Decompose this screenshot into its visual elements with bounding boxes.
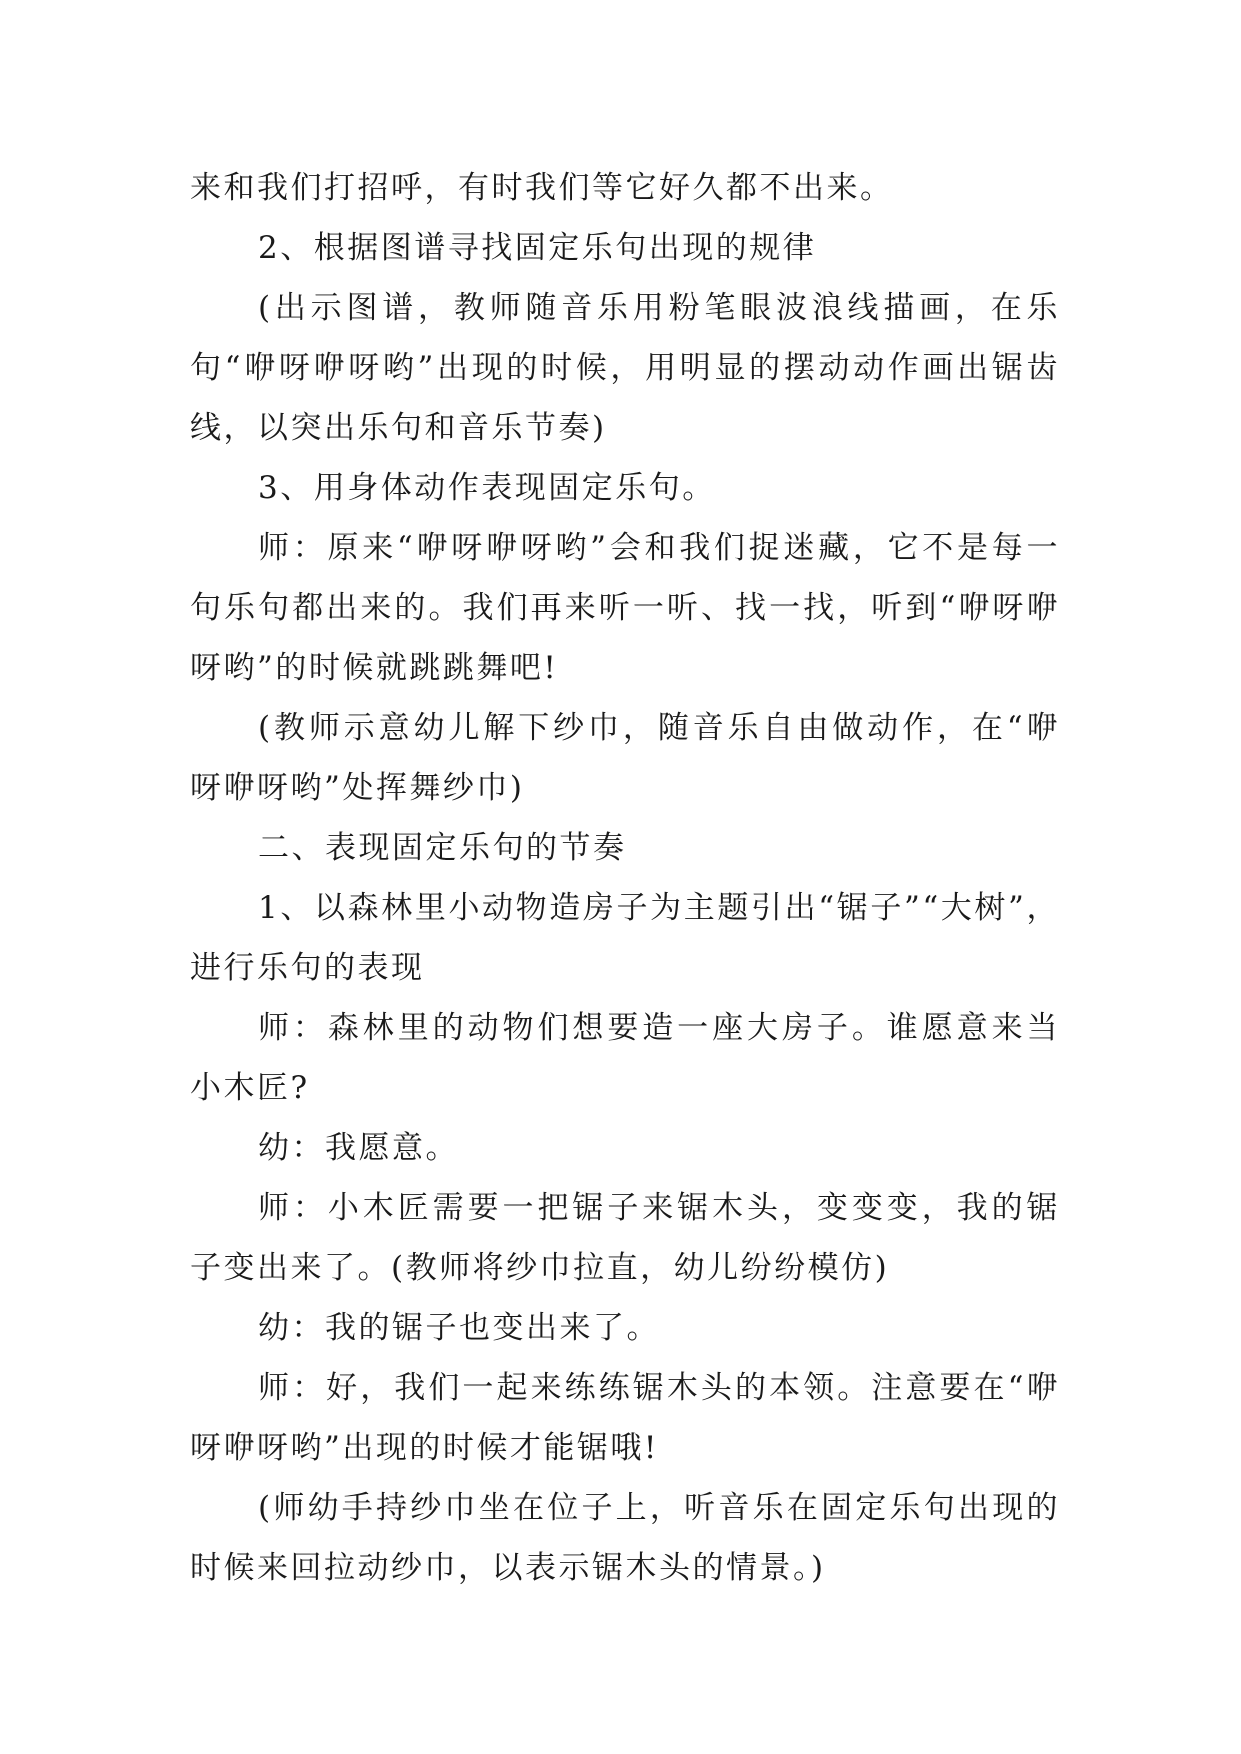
paragraph-continuation: 来和我们打招呼，有时我们等它好久都不出来。 (190, 170, 894, 206)
paragraph-step-2-heading: 2、根据图谱寻找固定乐句出现的规律 (258, 230, 817, 266)
paragraph-step-3-heading: 3、用身体动作表现固定乐句。 (258, 470, 716, 506)
paragraph-section-2-heading: 二、表现固定乐句的节奏 (258, 830, 627, 866)
paragraph-section-2-step-1: 1、以森林里小动物造房子为主题引出“锯子”“大树”，进行乐句的表现 (190, 890, 1060, 986)
paragraph-step-2-note: (出示图谱，教师随音乐用粉笔眼波浪线描画，在乐句“咿呀咿呀哟”出现的时候，用明显的摆动动作画出锯齿线，以突出乐句和音乐节奏) (190, 290, 1060, 446)
paragraph-child-speech: 幼：我愿意。 (258, 1130, 459, 1166)
document-body (190, 158, 1060, 1598)
paragraph-activity-note: (师幼手持纱巾坐在位子上，听音乐在固定乐句出现的时候来回拉动纱巾，以表示锯木头的情景。) (190, 1490, 1060, 1586)
paragraph-teacher-speech: 师：森林里的动物们想要造一座大房子。谁愿意来当小木匠? (190, 1010, 1060, 1106)
paragraph-teacher-speech: 师：小木匠需要一把锯子来锯木头，变变变，我的锯子变出来了。(教师将纱巾拉直，幼儿纷纷模仿) (190, 1190, 1060, 1286)
paragraph-child-speech: 幼：我的锯子也变出来了。 (258, 1310, 660, 1346)
paragraph-teacher-speech: 师：原来“咿呀咿呀哟”会和我们捉迷藏，它不是每一句乐句都出来的。我们再来听一听、找一找，听到“咿呀咿呀哟”的时候就跳跳舞吧! (190, 530, 1060, 686)
paragraph-teacher-speech: 师：好，我们一起来练练锯木头的本领。注意要在“咿呀咿呀哟”出现的时候才能锯哦! (190, 1370, 1060, 1466)
paragraph-activity-note: (教师示意幼儿解下纱巾，随音乐自由做动作，在“咿呀咿呀哟”处挥舞纱巾) (190, 710, 1060, 806)
